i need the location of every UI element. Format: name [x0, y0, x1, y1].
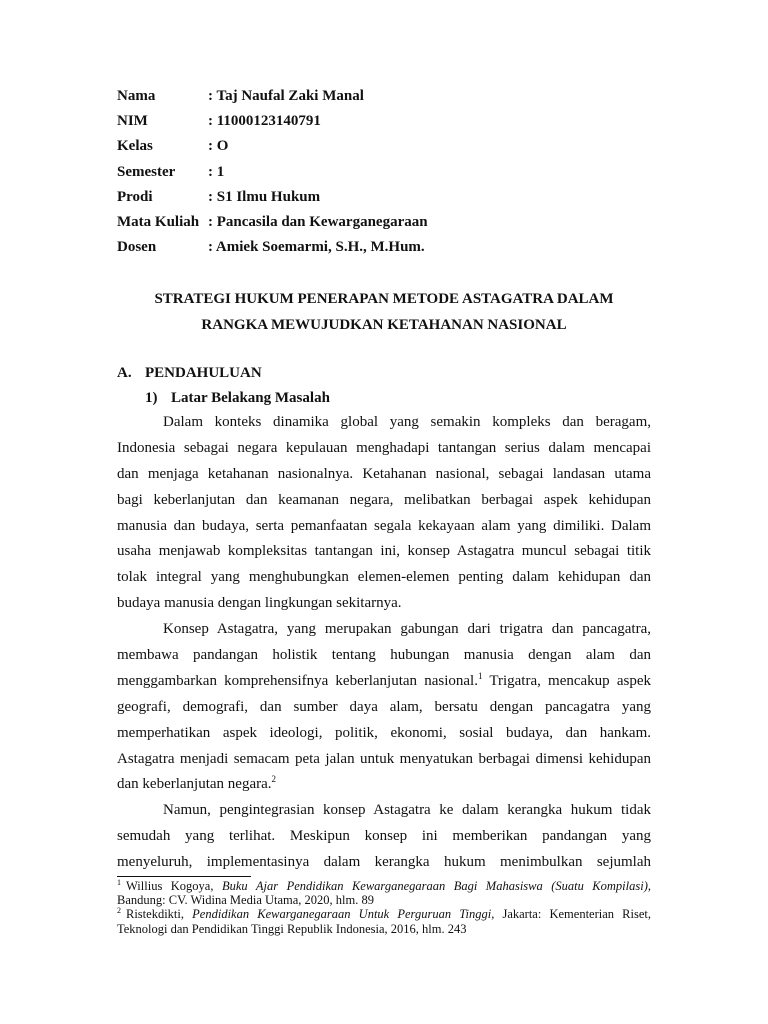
- document-title: [117, 286, 651, 338]
- text-line-with-footnote-ref: [117, 772, 651, 798]
- section-heading: [117, 363, 262, 383]
- identity-value: : Taj Naufal Zaki Manal: [208, 88, 364, 104]
- body-text: [117, 410, 651, 876]
- identity-label: Semester: [117, 163, 176, 180]
- identity-row-semester: [117, 162, 428, 187]
- footnote-ref-1[interactable]: 1: [477, 670, 483, 681]
- footnote-title: Pendidikan Kewarganegaraan Untuk Perguruan Tinggi: [192, 907, 492, 922]
- footnotes: [117, 879, 651, 936]
- text-line: semudah yang terlihat. Meskipun konsep ini memberikan pandangan yang: [117, 828, 651, 845]
- text-line: dan menjaga ketahanan nasionalnya. Ketahanan nasional, sebagai landasan utama: [117, 465, 651, 482]
- text-line-with-footnote-ref: [117, 669, 651, 695]
- student-identity-block: [117, 86, 428, 262]
- text-line: bagi keberlanjutan dan keamanan negara, melibatkan berbagai aspek kehidupan: [117, 491, 651, 508]
- identity-value: : Pancasila dan Kewarganegaraan: [208, 213, 428, 230]
- footnote-2-line-2: Teknologi dan Pendidikan Tinggi Republik Indonesia, 2016, hlm. 243: [117, 921, 467, 936]
- title-line-1: STRATEGI HUKUM PENERAPAN METODE ASTAGATRA DALAM: [154, 291, 614, 307]
- footnote-mark: 1: [117, 877, 121, 887]
- identity-value: : O: [208, 138, 229, 155]
- footnote-title: Buku Ajar Pendidikan Kewarganegaraan Bagi Mahasiswa (Suatu Kompilasi): [221, 879, 648, 893]
- section-title: PENDAHULUAN: [145, 365, 262, 381]
- footnote-mark: 2: [117, 906, 121, 916]
- text-line: geografi, demografi, dan sumber daya alam, bersatu dengan pancagatra yang: [117, 698, 651, 715]
- footnote-ref-2[interactable]: 2: [271, 774, 277, 785]
- footnote-tail: ,: [647, 879, 651, 893]
- subsection-heading: [145, 388, 330, 408]
- section-letter: A.: [117, 365, 132, 381]
- text-line: Astagatra menjadi semacam peta jalan untuk menyatukan berbagai dimensi kehidupan: [117, 750, 651, 767]
- text-line: membawa pandangan holistik tentang hubungan manusia dengan alam dan: [117, 647, 651, 664]
- identity-row-nama: [117, 86, 428, 111]
- footnote-1-line-2: Bandung: CV. Widina Media Utama, 2020, hlm. 89: [117, 893, 375, 908]
- text-line: usaha menjawab kompleksitas tantangan ini, konsep Astagatra muncul sebagai titik: [117, 543, 651, 560]
- text-line: menyeluruh, implementasinya dalam kerangka hukum menimbulkan sejumlah: [117, 854, 651, 871]
- identity-label: NIM: [117, 113, 148, 130]
- footnote-tail: , Jakarta: Kementerian Riset,: [491, 907, 652, 922]
- text-line: Namun, pengintegrasian konsep Astagatra ke dalam kerangka hukum tidak: [163, 802, 651, 819]
- text-line: Indonesia sebagai negara kepulauan menghadapi tantangan serius dalam mencapai: [117, 439, 651, 456]
- identity-value: : Amiek Soemarmi, S.H., M.Hum.: [208, 239, 425, 256]
- footnote-1-line-1: [117, 879, 651, 893]
- footnote-separator: [117, 876, 251, 877]
- identity-label: Mata Kuliah: [117, 213, 200, 230]
- identity-label: Kelas: [117, 138, 153, 155]
- footnote-author: Willius Kogoya,: [126, 879, 214, 893]
- identity-row-nim: [117, 111, 428, 136]
- text-line: budaya manusia dengan lingkungan sekitarnya.: [117, 595, 402, 612]
- text-line: Konsep Astagatra, yang merupakan gabungan dari trigatra dan pancagatra,: [163, 621, 651, 638]
- text-segment: Trigatra, mencakup aspek: [489, 672, 651, 689]
- identity-value: : S1 Ilmu Hukum: [208, 188, 321, 205]
- text-line: manusia dan budaya, serta pemanfaatan segala kekayaan alam yang dimiliki. Dalam: [117, 517, 651, 534]
- text-segment: menggambarkan komprehensifnya keberlanjutan nasional.: [117, 672, 478, 689]
- identity-row-kelas: [117, 136, 428, 161]
- title-line-2: RANGKA MEWUJUDKAN KETAHANAN NASIONAL: [201, 317, 567, 333]
- subsection-title: Latar Belakang Masalah: [171, 390, 330, 406]
- text-line: tolak integral yang menghubungkan elemen-elemen penting dalam kehidupan dan: [117, 569, 651, 586]
- subsection-number: 1): [145, 390, 158, 406]
- footnote-2-line-1: [117, 907, 651, 921]
- identity-row-dosen: [117, 237, 428, 262]
- footnote-author: Ristekdikti,: [126, 907, 184, 922]
- identity-value: : 11000123140791: [208, 113, 321, 130]
- text-segment: dan keberlanjutan negara.: [117, 776, 272, 793]
- identity-label: Prodi: [117, 188, 153, 205]
- identity-value: : 1: [208, 163, 225, 180]
- identity-row-mata-kuliah: [117, 212, 428, 237]
- identity-label: Nama: [117, 88, 156, 104]
- identity-label: Dosen: [117, 239, 157, 256]
- text-line: memperhatikan aspek ideologi, politik, ekonomi, sosial budaya, dan hankam.: [117, 724, 651, 741]
- text-line: Dalam konteks dinamika global yang semakin kompleks dan beragam,: [163, 414, 651, 430]
- identity-row-prodi: [117, 187, 428, 212]
